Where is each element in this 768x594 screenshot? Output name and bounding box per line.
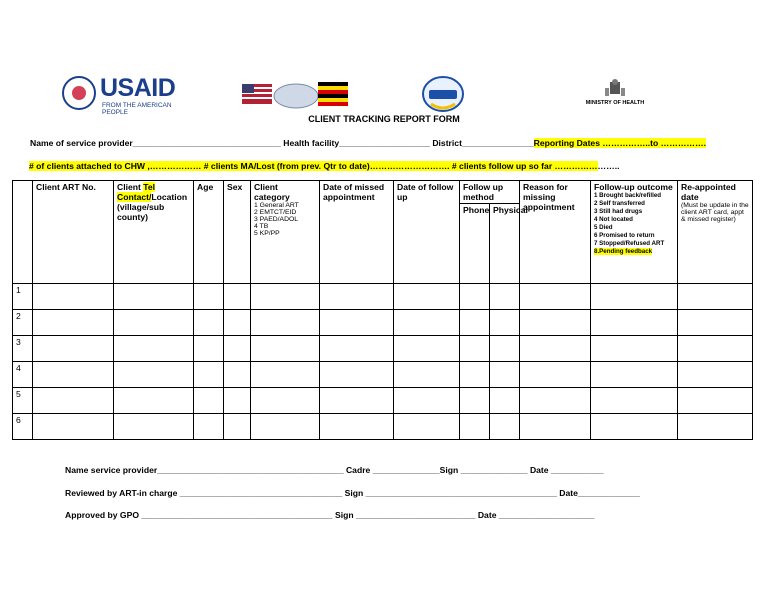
- table-cell[interactable]: [460, 414, 490, 440]
- table-cell[interactable]: [33, 414, 114, 440]
- contact-label-post: Location (village/sub county): [117, 192, 188, 222]
- table-cell[interactable]: [490, 336, 520, 362]
- header-line-1: [30, 138, 706, 148]
- outcome-option-8: 8.Pending feedback: [594, 248, 653, 256]
- table-cell[interactable]: [320, 388, 394, 414]
- category-option-3: 3 PAED/ADOL: [254, 216, 299, 223]
- signature-line-art-incharge[interactable]: Reviewed by ART-in charge __________________________________ Sign ________________________________________ Date_____________: [65, 488, 640, 498]
- table-cell[interactable]: [194, 310, 224, 336]
- table-cell[interactable]: [320, 414, 394, 440]
- table-cell[interactable]: [251, 414, 320, 440]
- signature-line-provider[interactable]: Name service provider_______________________________________ Cadre ______________Sign ______________ Date ___________: [65, 465, 604, 475]
- health-facility-field[interactable]: Health facility___________________: [280, 138, 430, 148]
- table-cell[interactable]: [394, 414, 460, 440]
- partner-circle-logo: [421, 74, 465, 114]
- table-cell[interactable]: [460, 310, 490, 336]
- table-cell[interactable]: [460, 284, 490, 310]
- category-option-2: 2 EMTCT/EID: [254, 209, 297, 216]
- table-cell[interactable]: [194, 336, 224, 362]
- header-followup-date: Date of follow up: [394, 181, 460, 284]
- header-followup-method: Follow up method: [460, 181, 520, 204]
- table-cell[interactable]: [224, 336, 251, 362]
- table-cell[interactable]: [591, 336, 678, 362]
- table-cell[interactable]: [114, 310, 194, 336]
- reappointed-label: Re-appointed date: [681, 182, 736, 202]
- table-cell[interactable]: [251, 362, 320, 388]
- row-number: 4: [13, 362, 33, 388]
- table-cell[interactable]: [320, 310, 394, 336]
- table-cell[interactable]: [520, 414, 591, 440]
- logo-bar: [0, 70, 768, 118]
- table-cell[interactable]: [460, 388, 490, 414]
- row-number: 1: [13, 284, 33, 310]
- row-number: 5: [13, 388, 33, 414]
- category-option-1: 1 General ART: [254, 202, 299, 209]
- row-number: 3: [13, 336, 33, 362]
- table-cell[interactable]: [320, 362, 394, 388]
- table-cell[interactable]: [251, 284, 320, 310]
- service-provider-field[interactable]: Name of service provider_______________________________: [30, 138, 281, 148]
- table-cell[interactable]: [520, 284, 591, 310]
- usaid-seal-icon: [62, 76, 96, 110]
- table-cell[interactable]: [33, 284, 114, 310]
- table-cell[interactable]: [678, 414, 753, 440]
- clients-attached-field[interactable]: # of clients attached to CHW ,………………: [29, 161, 202, 171]
- table-cell[interactable]: [591, 310, 678, 336]
- outcome-option-5: 5 Died: [594, 224, 613, 232]
- header-client-contact: [114, 181, 194, 284]
- usaid-wordmark: USAID: [100, 74, 176, 102]
- header-client-category: [251, 181, 320, 284]
- table-cell[interactable]: [490, 388, 520, 414]
- header-method-phone: Phone: [460, 204, 490, 284]
- outcome-option-7: 7 Stopped/Refused ART: [594, 240, 665, 248]
- header-sex: Sex: [224, 181, 251, 284]
- table-cell[interactable]: [520, 336, 591, 362]
- table-cell[interactable]: [194, 284, 224, 310]
- table-cell[interactable]: [490, 414, 520, 440]
- table-cell[interactable]: [114, 336, 194, 362]
- table-cell[interactable]: [33, 336, 114, 362]
- table-cell[interactable]: [678, 362, 753, 388]
- table-cell[interactable]: [591, 284, 678, 310]
- partner-flags-logo: [240, 76, 352, 112]
- table-cell[interactable]: [490, 362, 520, 388]
- table-cell[interactable]: [194, 388, 224, 414]
- table-cell[interactable]: [251, 336, 320, 362]
- table-cell[interactable]: [114, 362, 194, 388]
- category-option-4: 4 TB: [254, 223, 269, 230]
- table-cell[interactable]: [224, 284, 251, 310]
- outcome-option-1: 1 Brought back/refilled: [594, 192, 662, 199]
- table-cell[interactable]: [224, 310, 251, 336]
- category-option-5: 5 KP/PP: [254, 230, 280, 237]
- table-cell[interactable]: [114, 388, 194, 414]
- client-tracking-table: [12, 180, 753, 440]
- header-followup-outcome: [591, 181, 678, 284]
- table-cell[interactable]: [394, 336, 460, 362]
- table-cell[interactable]: [520, 388, 591, 414]
- header-row-number: [13, 181, 33, 284]
- table-cell[interactable]: [490, 310, 520, 336]
- row-number: 6: [13, 414, 33, 440]
- table-cell[interactable]: [460, 336, 490, 362]
- table-cell[interactable]: [678, 310, 753, 336]
- table-cell[interactable]: [678, 336, 753, 362]
- coat-of-arms-icon: [575, 78, 655, 100]
- category-label: Client category: [254, 182, 290, 202]
- reappointed-note: (Must be update in the client ART card, appt & missed register): [681, 202, 749, 223]
- table-cell[interactable]: [394, 362, 460, 388]
- header-age: Age: [194, 181, 224, 284]
- outcome-option-6: 6 Promised to return: [594, 232, 655, 240]
- form-title: CLIENT TRACKING REPORT FORM: [308, 114, 460, 124]
- outcome-option-3: 3 Still had drugs: [594, 208, 643, 216]
- table-cell[interactable]: [460, 362, 490, 388]
- signature-line-gpo[interactable]: Approved by GPO ________________________________________ Sign _________________________ Date ____________________: [65, 510, 595, 520]
- table-cell[interactable]: [251, 310, 320, 336]
- header-method-physical: Physical: [490, 204, 520, 284]
- clients-ma-lost-field[interactable]: # clients MA/Lost (from prev. Qtr to date)………………………. # clients follow up so far ……………: [201, 161, 598, 171]
- table-cell[interactable]: [33, 362, 114, 388]
- table-cell[interactable]: [224, 362, 251, 388]
- table-cell[interactable]: [591, 414, 678, 440]
- table-cell[interactable]: [251, 388, 320, 414]
- contact-label-pre: Client: [117, 182, 144, 192]
- outcome-option-4: 4 Not located: [594, 216, 633, 224]
- table-cell[interactable]: [591, 362, 678, 388]
- table-cell[interactable]: [33, 388, 114, 414]
- table-cell[interactable]: [320, 284, 394, 310]
- ministry-of-health-logo: [575, 78, 655, 112]
- table-cell[interactable]: [320, 336, 394, 362]
- district-field[interactable]: District_______________: [429, 138, 534, 148]
- table-cell[interactable]: [394, 284, 460, 310]
- table-cell[interactable]: [194, 362, 224, 388]
- outcome-option-2: 2 Self transferred: [594, 200, 645, 208]
- table-cell[interactable]: [224, 414, 251, 440]
- table-cell[interactable]: [114, 284, 194, 310]
- table-cell[interactable]: [520, 310, 591, 336]
- table-cell[interactable]: [194, 414, 224, 440]
- ministry-label: MINISTRY OF HEALTH: [585, 100, 645, 106]
- table-cell[interactable]: [591, 388, 678, 414]
- table-cell[interactable]: [520, 362, 591, 388]
- table-cell[interactable]: [394, 310, 460, 336]
- row-number: 2: [13, 310, 33, 336]
- header-reason-missing: Reason for missing appointment: [520, 181, 591, 284]
- table-cell[interactable]: [394, 388, 460, 414]
- table-cell[interactable]: [678, 388, 753, 414]
- table-cell[interactable]: [678, 284, 753, 310]
- header-line-trail: ……..: [597, 161, 620, 171]
- table-cell[interactable]: [33, 310, 114, 336]
- header-missed-appointment: Date of missed appointment: [320, 181, 394, 284]
- usaid-tagline: FROM THE AMERICAN PEOPLE: [102, 102, 172, 116]
- header-client-art: Client ART No.: [33, 181, 114, 284]
- usaid-logo: [62, 74, 182, 114]
- contact-label-tel: Tel Contact/: [117, 182, 156, 202]
- reporting-dates-field[interactable]: Reporting Dates ……………..to …………….: [533, 138, 706, 148]
- table-cell[interactable]: [224, 388, 251, 414]
- header-line-2: [29, 161, 620, 171]
- outcome-label: Follow-up outcome: [594, 182, 673, 192]
- table-cell[interactable]: [490, 284, 520, 310]
- header-reappointed-date: [678, 181, 753, 284]
- table-cell[interactable]: [114, 414, 194, 440]
